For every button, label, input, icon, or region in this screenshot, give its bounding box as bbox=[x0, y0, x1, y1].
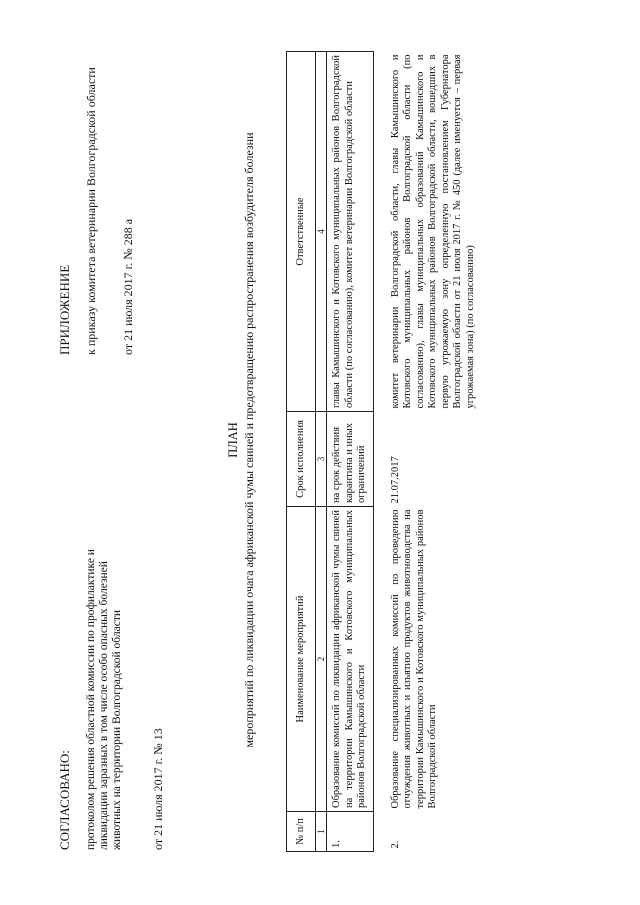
appendix-title: ПРИЛОЖЕНИЕ bbox=[57, 264, 72, 355]
appendix-order: к приказу комитета ветеринарии Волгоградской области bbox=[84, 67, 98, 355]
header-num: № п/п bbox=[287, 812, 316, 852]
column-number: 2 bbox=[316, 507, 327, 812]
table-header-row bbox=[287, 52, 316, 852]
row-measure: Образование специализированных комиссий по проведению отчуждения животных и изъятию продуктов животноводства на территории Камышинского и Котовского муниципальных районов Волгоградской области bbox=[389, 509, 438, 809]
row-measure: Образование комиссий по ликвидации африканской чумы свиней на территории Камышинского и Котовского муниципальных районов Волгоградской области bbox=[327, 507, 374, 812]
header-responsible: Ответственные bbox=[287, 52, 316, 412]
row-responsible: главы Камышинского и Котовского муниципальных районов Волгоградской области (по согласованию), комитет ветеринарии Волгоградской области bbox=[327, 52, 374, 412]
column-number: 1 bbox=[316, 812, 327, 852]
row-term: 21.07.2017 bbox=[389, 456, 401, 504]
approval-block bbox=[58, 520, 165, 850]
approval-title: СОГЛАСОВАНО: bbox=[57, 750, 72, 850]
header-name: Наименование мероприятий bbox=[287, 507, 316, 812]
plan-title: ПЛАН bbox=[226, 422, 240, 458]
column-number: 3 bbox=[316, 412, 327, 507]
appendix-block bbox=[58, 35, 135, 355]
approval-date: от 21 июля 2017 г. № 13 bbox=[151, 728, 165, 850]
row-responsible: комитет ветеринарии Волгоградской области, главы Камышинского и Котовского муниципальных районов Волгоградской области (по согласованию), главы муниципальных образований Камышинского и Котовского муниципальных районов Волгоградской области, вошедших в первую угрожаемую зону определенную постановлением Губернатора Волгоградской области от 21 июля 2017 г. № 450 (далее именуется – первая угрожаемая зона) (по согласованию) bbox=[389, 54, 476, 409]
plan-heading bbox=[226, 20, 256, 860]
plan-table bbox=[286, 51, 481, 852]
table-row bbox=[373, 52, 481, 852]
table-row bbox=[327, 52, 374, 852]
row-term: на срок действия карантина и иных ограничений bbox=[327, 412, 374, 507]
table-column-numbers-row bbox=[316, 52, 327, 852]
row-number: 2. bbox=[389, 840, 401, 849]
plan-subtitle: мероприятий по ликвидации очага африканской чумы свиней и предотвращению распространения возбудителя болезни bbox=[242, 132, 256, 748]
column-number: 4 bbox=[316, 52, 327, 412]
approval-protocol: протоколом решения областной комиссии по профилактике и ликвидации заразных в том числе особо опасных болезней животных на территории Волгоградской области bbox=[85, 549, 123, 850]
header-term: Срок исполнения bbox=[287, 412, 316, 507]
rotated-content bbox=[40, 20, 620, 860]
row-number: 1. bbox=[327, 812, 374, 852]
appendix-date: от 21 июля 2017 г. № 288 а bbox=[121, 218, 135, 355]
